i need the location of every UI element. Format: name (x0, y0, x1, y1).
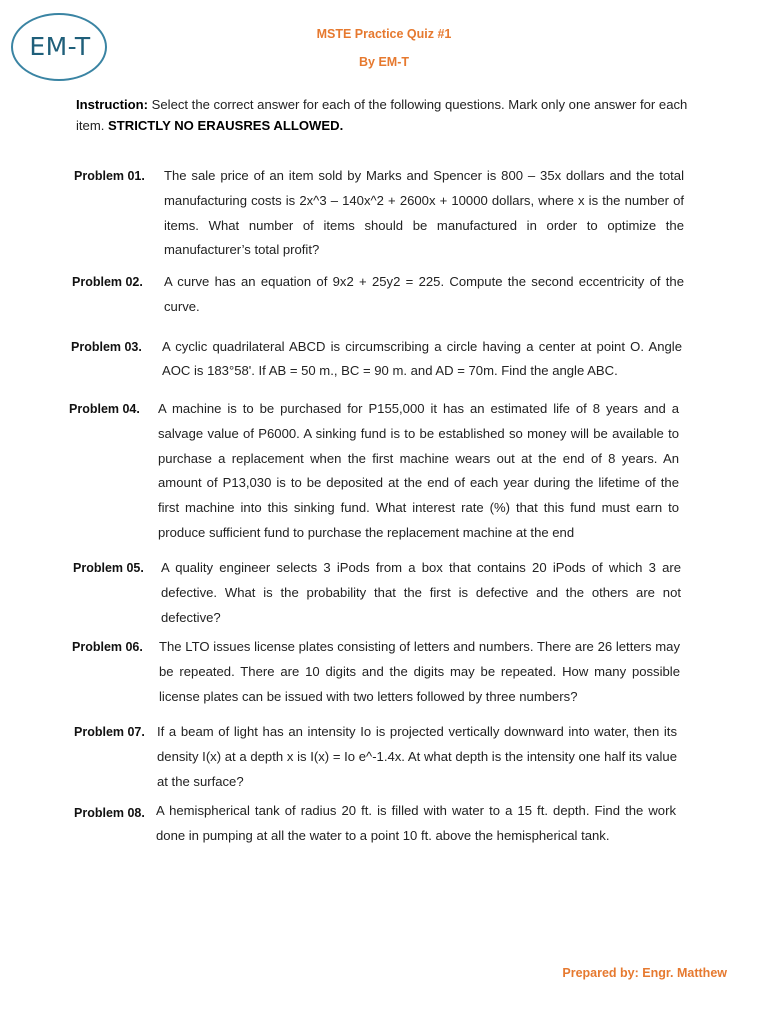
problem-label: Problem 02. (72, 275, 143, 289)
instruction-label: Instruction: (76, 97, 149, 112)
logo (11, 13, 107, 81)
problem-text: A cyclic quadrilateral ABCD is circumscribing a circle having a center at point O. Angle AOC is 183°58'. If AB = 50 m., BC = 90 m. and AD = 70m. Find the angle ABC. (162, 339, 682, 378)
footer-credit: Prepared by: Engr. Matthew (562, 966, 727, 980)
problem-label: Problem 05. (73, 561, 144, 575)
instruction-emphasis: STRICTLY NO ERAUSRES ALLOWED. (108, 117, 344, 133)
problem-text: A quality engineer selects 3 iPods from a box that contains 20 iPods of which 3 are defective. What is the probability that the first is defective and the others are not defective? (161, 560, 681, 625)
problem-label: Problem 07. (74, 725, 145, 739)
instruction-text: Select the correct answer for each of the following questions. Mark only one answer for each item. (76, 97, 688, 133)
problem-label: Problem 08. (74, 806, 145, 820)
problem-text: If a beam of light has an intensity Io is projected vertically downward into water, then its density I(x) at a depth x is I(x) = Io e^-1.4x. At what depth is the intensity one half its value at the surface? (157, 724, 677, 789)
problem-text: A curve has an equation of 9x2 + 25y2 = 225. Compute the second eccentricity of the curve. (164, 274, 684, 314)
problem-04 (0, 397, 768, 545)
problem-text: The LTO issues license plates consisting of letters and numbers. There are 26 letters may be repeated. There are 10 digits and the digits may be repeated. How many possible license plates can be issued with two letters followed by three numbers? (159, 639, 680, 704)
problem-label: Problem 01. (74, 169, 145, 183)
problem-label: Problem 03. (71, 340, 142, 354)
problem-text: A machine is to be purchased for P155,000 it has an estimated life of 8 years and a salvage value of P6000. A sinking fund is to be established so money will be available to purchase a replacement when the first machine wears out at the end of 8 years. An amount of P13,030 is to be deposited at the end of each year during the lifetime of the first machine into this sinking fund. What interest rate (%) that this fund must earn to produce sufficient fund to purchase the replacement machine at the end (158, 401, 679, 540)
problem-text: The sale price of an item sold by Marks and Spencer is 800 – 35x dollars and the total manufacturing costs is 2x^3 – 140x^2 + 2600x + 10000 dollars, where x is the number of items. What number of items should be manufactured in order to optimize the manufacturer’s total profit? (164, 168, 684, 258)
problem-text: A hemispherical tank of radius 20 ft. is filled with water to a 15 ft. depth. Find the work done in pumping at all the water to a point 10 ft. above the hemispherical tank. (156, 803, 676, 843)
page-title: MSTE Practice Quiz #1 (316, 27, 452, 41)
problem-label: Problem 04. (69, 402, 140, 416)
page-subtitle: By EM-T (359, 55, 409, 69)
logo-text: EM-T (29, 31, 91, 61)
instruction (76, 95, 688, 136)
problem-label: Problem 06. (72, 640, 143, 654)
